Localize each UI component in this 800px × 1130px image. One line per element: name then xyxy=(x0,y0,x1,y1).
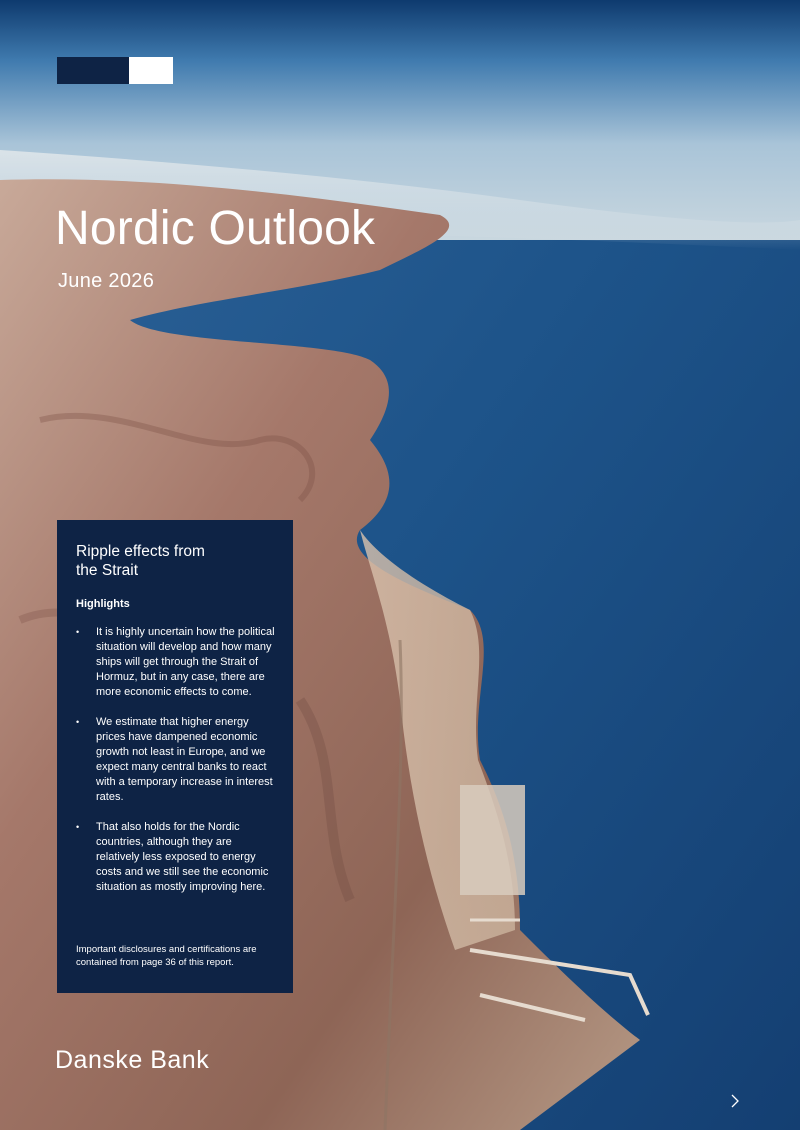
highlight-item xyxy=(76,820,275,895)
page-title: Nordic Outlook xyxy=(55,202,376,255)
bullet-icon: • xyxy=(76,717,80,727)
disclaimer-text: Important disclosures and certifications are contained from page 36 of this report. xyxy=(76,944,257,968)
box-heading-line1: Ripple effects from xyxy=(76,543,205,560)
highlights-list xyxy=(76,625,275,895)
highlight-text: It is highly uncertain how the political situation will develop and how many ships will get through the Strait of Hormuz, but in any case, there are more economic effects to come. xyxy=(96,626,275,698)
highlight-text: That also holds for the Nordic countries, although they are relatively less exposed to energy costs and we still see the economic situation as mostly improving here. xyxy=(96,821,269,893)
next-page-button[interactable] xyxy=(726,1091,744,1111)
bullet-icon: • xyxy=(76,627,80,637)
brand-bar-navy-segment xyxy=(57,57,129,84)
highlights-box xyxy=(57,520,293,993)
report-date: June 2026 xyxy=(58,270,155,292)
chevron-right-icon xyxy=(730,1094,740,1108)
highlight-item xyxy=(76,715,275,805)
brand-bar-white-segment xyxy=(129,57,173,84)
highlights-label: Highlights xyxy=(76,598,130,610)
brand-color-bar xyxy=(57,57,173,84)
box-heading-line2: the Strait xyxy=(76,562,139,579)
highlight-item xyxy=(76,625,275,700)
box-heading xyxy=(76,542,275,580)
bullet-icon: • xyxy=(76,822,80,832)
danske-bank-logo: Danske Bank xyxy=(55,1046,210,1074)
highlight-text: We estimate that higher energy prices have dampened economic growth not least in Europe, and we expect many central banks to react with a temporary increase in interest rates. xyxy=(96,716,273,803)
